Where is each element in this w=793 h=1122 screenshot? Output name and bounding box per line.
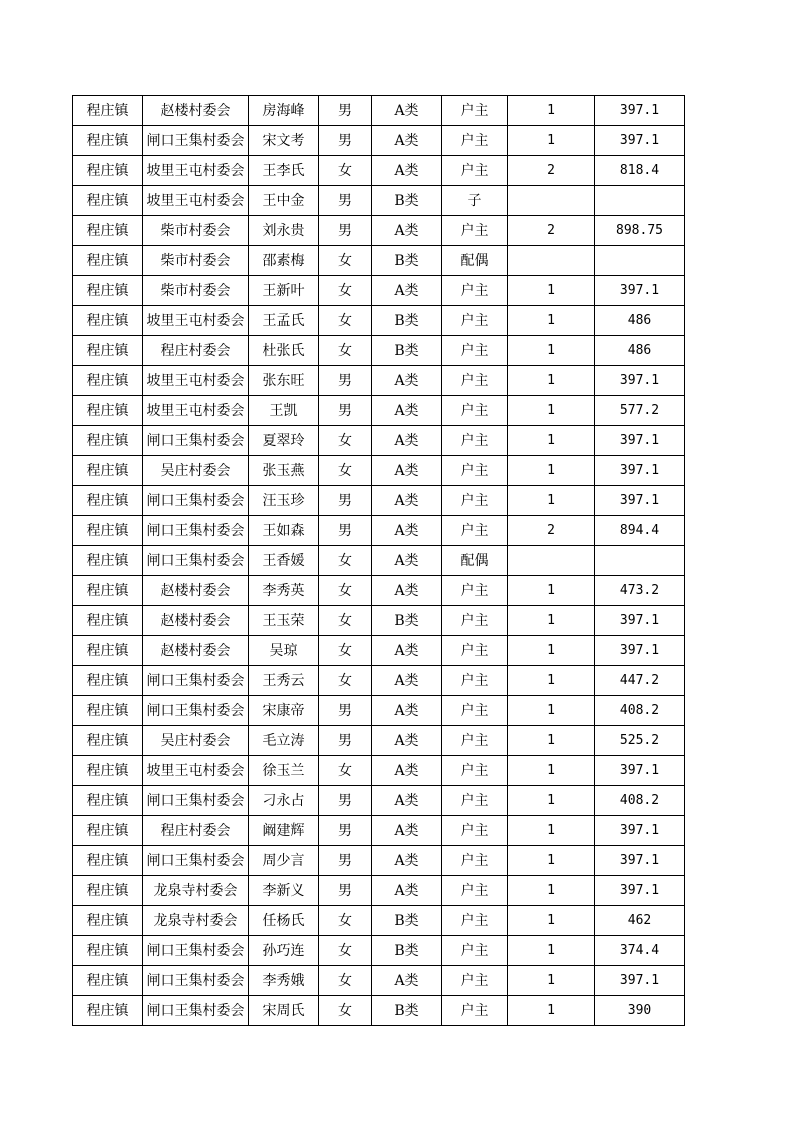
name-cell: 宋康帝: [249, 696, 319, 726]
village-committee-cell: 龙泉寺村委会: [143, 876, 249, 906]
village-committee-cell: 闸口王集村委会: [143, 516, 249, 546]
amount-cell: 397.1: [595, 756, 685, 786]
table-row: [73, 396, 685, 426]
gender-cell: 女: [319, 996, 372, 1026]
category-cell: A类: [372, 516, 442, 546]
household-size-cell: 1: [508, 336, 595, 366]
gender-cell: 男: [319, 366, 372, 396]
town-cell: 程庄镇: [73, 666, 143, 696]
relation-cell: 户主: [442, 756, 508, 786]
category-cell: B类: [372, 606, 442, 636]
gender-cell: 男: [319, 96, 372, 126]
name-cell: 李秀娥: [249, 966, 319, 996]
village-committee-cell: 坡里王屯村委会: [143, 366, 249, 396]
category-cell: A类: [372, 546, 442, 576]
table-row: [73, 126, 685, 156]
gender-cell: 女: [319, 906, 372, 936]
amount-cell: 397.1: [595, 816, 685, 846]
name-cell: 张东旺: [249, 366, 319, 396]
amount-cell: 397.1: [595, 126, 685, 156]
name-cell: 宋周氏: [249, 996, 319, 1026]
table-row: [73, 606, 685, 636]
amount-cell: 408.2: [595, 786, 685, 816]
name-cell: 任杨氏: [249, 906, 319, 936]
town-cell: 程庄镇: [73, 246, 143, 276]
household-size-cell: 1: [508, 816, 595, 846]
gender-cell: 女: [319, 966, 372, 996]
amount-cell: 397.1: [595, 846, 685, 876]
household-size-cell: 1: [508, 906, 595, 936]
household-size-cell: 1: [508, 306, 595, 336]
town-cell: 程庄镇: [73, 486, 143, 516]
town-cell: 程庄镇: [73, 936, 143, 966]
household-size-cell: 2: [508, 216, 595, 246]
amount-cell: [595, 546, 685, 576]
amount-cell: 397.1: [595, 96, 685, 126]
category-cell: B类: [372, 246, 442, 276]
town-cell: 程庄镇: [73, 366, 143, 396]
category-cell: B类: [372, 186, 442, 216]
table-row: [73, 216, 685, 246]
household-size-cell: 1: [508, 576, 595, 606]
town-cell: 程庄镇: [73, 426, 143, 456]
household-size-cell: [508, 546, 595, 576]
name-cell: 王秀云: [249, 666, 319, 696]
amount-cell: [595, 246, 685, 276]
amount-cell: [595, 186, 685, 216]
amount-cell: 577.2: [595, 396, 685, 426]
category-cell: A类: [372, 786, 442, 816]
table-body: [73, 96, 685, 1026]
name-cell: 阚建辉: [249, 816, 319, 846]
household-size-cell: 1: [508, 396, 595, 426]
category-cell: A类: [372, 876, 442, 906]
town-cell: 程庄镇: [73, 756, 143, 786]
category-cell: A类: [372, 366, 442, 396]
town-cell: 程庄镇: [73, 576, 143, 606]
name-cell: 宋文考: [249, 126, 319, 156]
gender-cell: 女: [319, 306, 372, 336]
category-cell: A类: [372, 486, 442, 516]
relation-cell: 配偶: [442, 546, 508, 576]
relation-cell: 户主: [442, 396, 508, 426]
relation-cell: 户主: [442, 846, 508, 876]
gender-cell: 女: [319, 156, 372, 186]
gender-cell: 女: [319, 546, 372, 576]
village-committee-cell: 闸口王集村委会: [143, 846, 249, 876]
household-size-cell: 1: [508, 426, 595, 456]
relation-cell: 户主: [442, 426, 508, 456]
village-committee-cell: 坡里王屯村委会: [143, 186, 249, 216]
relation-cell: 户主: [442, 726, 508, 756]
household-size-cell: 1: [508, 936, 595, 966]
town-cell: 程庄镇: [73, 396, 143, 426]
amount-cell: 397.1: [595, 966, 685, 996]
relation-cell: 户主: [442, 486, 508, 516]
amount-cell: 397.1: [595, 636, 685, 666]
village-committee-cell: 闸口王集村委会: [143, 426, 249, 456]
gender-cell: 女: [319, 276, 372, 306]
table-row: [73, 276, 685, 306]
name-cell: 徐玉兰: [249, 756, 319, 786]
town-cell: 程庄镇: [73, 996, 143, 1026]
category-cell: A类: [372, 96, 442, 126]
village-committee-cell: 吴庄村委会: [143, 456, 249, 486]
table-row: [73, 906, 685, 936]
gender-cell: 男: [319, 696, 372, 726]
village-committee-cell: 赵楼村委会: [143, 606, 249, 636]
relation-cell: 户主: [442, 216, 508, 246]
relation-cell: 户主: [442, 936, 508, 966]
town-cell: 程庄镇: [73, 906, 143, 936]
name-cell: 杜张氏: [249, 336, 319, 366]
town-cell: 程庄镇: [73, 156, 143, 186]
relation-cell: 户主: [442, 276, 508, 306]
table-row: [73, 96, 685, 126]
name-cell: 王香媛: [249, 546, 319, 576]
amount-cell: 397.1: [595, 486, 685, 516]
name-cell: 周少言: [249, 846, 319, 876]
table-row: [73, 696, 685, 726]
gender-cell: 男: [319, 396, 372, 426]
table-row: [73, 336, 685, 366]
household-size-cell: 2: [508, 516, 595, 546]
table-row: [73, 966, 685, 996]
gender-cell: 女: [319, 606, 372, 636]
household-size-cell: 1: [508, 96, 595, 126]
table-row: [73, 246, 685, 276]
category-cell: A类: [372, 576, 442, 606]
town-cell: 程庄镇: [73, 876, 143, 906]
town-cell: 程庄镇: [73, 726, 143, 756]
village-committee-cell: 赵楼村委会: [143, 96, 249, 126]
amount-cell: 525.2: [595, 726, 685, 756]
gender-cell: 男: [319, 726, 372, 756]
name-cell: 王李氏: [249, 156, 319, 186]
table-row: [73, 666, 685, 696]
household-size-cell: 1: [508, 996, 595, 1026]
category-cell: B类: [372, 336, 442, 366]
category-cell: B类: [372, 996, 442, 1026]
household-size-cell: 1: [508, 636, 595, 666]
village-committee-cell: 坡里王屯村委会: [143, 156, 249, 186]
name-cell: 毛立涛: [249, 726, 319, 756]
table-row: [73, 546, 685, 576]
name-cell: 王如森: [249, 516, 319, 546]
village-committee-cell: 闸口王集村委会: [143, 936, 249, 966]
town-cell: 程庄镇: [73, 786, 143, 816]
village-committee-cell: 闸口王集村委会: [143, 696, 249, 726]
table-row: [73, 636, 685, 666]
household-size-cell: 1: [508, 846, 595, 876]
table-row: [73, 876, 685, 906]
amount-cell: 408.2: [595, 696, 685, 726]
village-committee-cell: 闸口王集村委会: [143, 966, 249, 996]
amount-cell: 397.1: [595, 876, 685, 906]
gender-cell: 男: [319, 516, 372, 546]
category-cell: A类: [372, 756, 442, 786]
table-row: [73, 786, 685, 816]
gender-cell: 女: [319, 576, 372, 606]
relation-cell: 户主: [442, 636, 508, 666]
village-committee-cell: 赵楼村委会: [143, 576, 249, 606]
village-committee-cell: 柴市村委会: [143, 276, 249, 306]
amount-cell: 397.1: [595, 366, 685, 396]
town-cell: 程庄镇: [73, 816, 143, 846]
table-row: [73, 426, 685, 456]
gender-cell: 女: [319, 756, 372, 786]
relation-cell: 户主: [442, 366, 508, 396]
name-cell: 邵素梅: [249, 246, 319, 276]
category-cell: A类: [372, 966, 442, 996]
amount-cell: 374.4: [595, 936, 685, 966]
town-cell: 程庄镇: [73, 546, 143, 576]
name-cell: 汪玉珍: [249, 486, 319, 516]
gender-cell: 女: [319, 666, 372, 696]
household-size-cell: 1: [508, 126, 595, 156]
relation-cell: 户主: [442, 96, 508, 126]
category-cell: A类: [372, 666, 442, 696]
data-table: [72, 95, 685, 1026]
name-cell: 王新叶: [249, 276, 319, 306]
amount-cell: 818.4: [595, 156, 685, 186]
relation-cell: 子: [442, 186, 508, 216]
town-cell: 程庄镇: [73, 216, 143, 246]
household-size-cell: [508, 246, 595, 276]
category-cell: A类: [372, 636, 442, 666]
town-cell: 程庄镇: [73, 306, 143, 336]
name-cell: 孙巧连: [249, 936, 319, 966]
table-row: [73, 306, 685, 336]
town-cell: 程庄镇: [73, 516, 143, 546]
relation-cell: 户主: [442, 306, 508, 336]
village-committee-cell: 闸口王集村委会: [143, 546, 249, 576]
category-cell: A类: [372, 276, 442, 306]
village-committee-cell: 闸口王集村委会: [143, 786, 249, 816]
category-cell: A类: [372, 396, 442, 426]
category-cell: B类: [372, 936, 442, 966]
gender-cell: 女: [319, 936, 372, 966]
gender-cell: 女: [319, 636, 372, 666]
gender-cell: 男: [319, 816, 372, 846]
table-row: [73, 576, 685, 606]
town-cell: 程庄镇: [73, 126, 143, 156]
village-committee-cell: 闸口王集村委会: [143, 666, 249, 696]
relation-cell: 户主: [442, 876, 508, 906]
relation-cell: 户主: [442, 606, 508, 636]
name-cell: 李新义: [249, 876, 319, 906]
village-committee-cell: 程庄村委会: [143, 816, 249, 846]
amount-cell: 397.1: [595, 456, 685, 486]
relation-cell: 户主: [442, 696, 508, 726]
category-cell: A类: [372, 696, 442, 726]
relation-cell: 户主: [442, 126, 508, 156]
table-row: [73, 456, 685, 486]
village-committee-cell: 柴市村委会: [143, 246, 249, 276]
gender-cell: 男: [319, 186, 372, 216]
table-row: [73, 366, 685, 396]
table-row: [73, 186, 685, 216]
category-cell: A类: [372, 426, 442, 456]
category-cell: A类: [372, 456, 442, 486]
category-cell: A类: [372, 816, 442, 846]
name-cell: 张玉燕: [249, 456, 319, 486]
town-cell: 程庄镇: [73, 636, 143, 666]
relation-cell: 户主: [442, 966, 508, 996]
village-committee-cell: 闸口王集村委会: [143, 996, 249, 1026]
relation-cell: 户主: [442, 156, 508, 186]
table-row: [73, 756, 685, 786]
relation-cell: 户主: [442, 996, 508, 1026]
village-committee-cell: 赵楼村委会: [143, 636, 249, 666]
household-size-cell: [508, 186, 595, 216]
relation-cell: 户主: [442, 786, 508, 816]
table-row: [73, 816, 685, 846]
relation-cell: 户主: [442, 816, 508, 846]
amount-cell: 390: [595, 996, 685, 1026]
relation-cell: 户主: [442, 336, 508, 366]
amount-cell: 447.2: [595, 666, 685, 696]
amount-cell: 894.4: [595, 516, 685, 546]
town-cell: 程庄镇: [73, 966, 143, 996]
town-cell: 程庄镇: [73, 96, 143, 126]
name-cell: 刘永贵: [249, 216, 319, 246]
village-committee-cell: 柴市村委会: [143, 216, 249, 246]
amount-cell: 397.1: [595, 426, 685, 456]
amount-cell: 473.2: [595, 576, 685, 606]
name-cell: 王玉荣: [249, 606, 319, 636]
town-cell: 程庄镇: [73, 276, 143, 306]
amount-cell: 397.1: [595, 276, 685, 306]
table-row: [73, 846, 685, 876]
relation-cell: 户主: [442, 516, 508, 546]
town-cell: 程庄镇: [73, 456, 143, 486]
gender-cell: 女: [319, 426, 372, 456]
category-cell: B类: [372, 306, 442, 336]
relation-cell: 户主: [442, 666, 508, 696]
relation-cell: 户主: [442, 456, 508, 486]
village-committee-cell: 闸口王集村委会: [143, 486, 249, 516]
name-cell: 夏翠玲: [249, 426, 319, 456]
category-cell: A类: [372, 126, 442, 156]
table-row: [73, 516, 685, 546]
household-size-cell: 2: [508, 156, 595, 186]
amount-cell: 486: [595, 306, 685, 336]
household-size-cell: 1: [508, 726, 595, 756]
gender-cell: 女: [319, 336, 372, 366]
gender-cell: 男: [319, 126, 372, 156]
gender-cell: 男: [319, 486, 372, 516]
name-cell: 王中金: [249, 186, 319, 216]
household-size-cell: 1: [508, 696, 595, 726]
name-cell: 王凯: [249, 396, 319, 426]
household-size-cell: 1: [508, 456, 595, 486]
village-committee-cell: 吴庄村委会: [143, 726, 249, 756]
gender-cell: 男: [319, 876, 372, 906]
village-committee-cell: 龙泉寺村委会: [143, 906, 249, 936]
relation-cell: 户主: [442, 576, 508, 606]
table-row: [73, 936, 685, 966]
household-size-cell: 1: [508, 666, 595, 696]
household-size-cell: 1: [508, 606, 595, 636]
town-cell: 程庄镇: [73, 606, 143, 636]
household-size-cell: 1: [508, 876, 595, 906]
gender-cell: 男: [319, 216, 372, 246]
table-row: [73, 156, 685, 186]
town-cell: 程庄镇: [73, 696, 143, 726]
name-cell: 王孟氏: [249, 306, 319, 336]
category-cell: A类: [372, 846, 442, 876]
gender-cell: 男: [319, 846, 372, 876]
name-cell: 李秀英: [249, 576, 319, 606]
amount-cell: 898.75: [595, 216, 685, 246]
category-cell: A类: [372, 726, 442, 756]
amount-cell: 397.1: [595, 606, 685, 636]
village-committee-cell: 坡里王屯村委会: [143, 396, 249, 426]
amount-cell: 462: [595, 906, 685, 936]
household-size-cell: 1: [508, 966, 595, 996]
village-committee-cell: 坡里王屯村委会: [143, 756, 249, 786]
name-cell: 房海峰: [249, 96, 319, 126]
name-cell: 刁永占: [249, 786, 319, 816]
village-committee-cell: 坡里王屯村委会: [143, 306, 249, 336]
gender-cell: 女: [319, 246, 372, 276]
village-committee-cell: 程庄村委会: [143, 336, 249, 366]
category-cell: A类: [372, 216, 442, 246]
relation-cell: 户主: [442, 906, 508, 936]
category-cell: B类: [372, 906, 442, 936]
household-size-cell: 1: [508, 756, 595, 786]
town-cell: 程庄镇: [73, 186, 143, 216]
table-row: [73, 726, 685, 756]
name-cell: 吴琼: [249, 636, 319, 666]
table-row: [73, 996, 685, 1026]
category-cell: A类: [372, 156, 442, 186]
gender-cell: 女: [319, 456, 372, 486]
gender-cell: 男: [319, 786, 372, 816]
household-size-cell: 1: [508, 786, 595, 816]
town-cell: 程庄镇: [73, 336, 143, 366]
table-row: [73, 486, 685, 516]
village-committee-cell: 闸口王集村委会: [143, 126, 249, 156]
town-cell: 程庄镇: [73, 846, 143, 876]
household-size-cell: 1: [508, 486, 595, 516]
amount-cell: 486: [595, 336, 685, 366]
household-size-cell: 1: [508, 276, 595, 306]
household-size-cell: 1: [508, 366, 595, 396]
relation-cell: 配偶: [442, 246, 508, 276]
